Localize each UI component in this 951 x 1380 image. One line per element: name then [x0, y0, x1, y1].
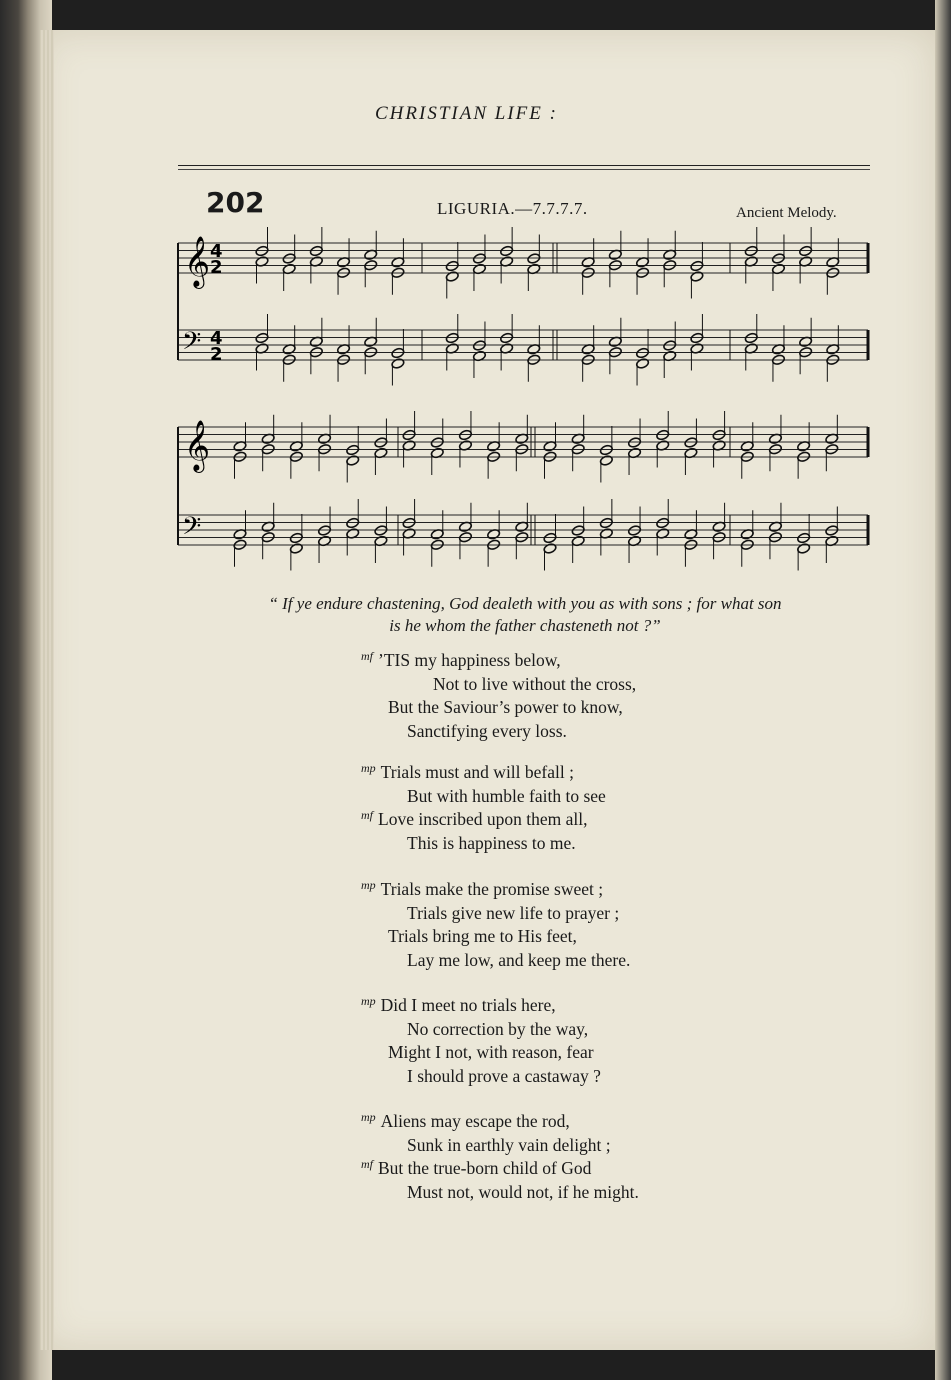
treble-clef-icon: 𝄞 [184, 420, 211, 471]
verse-text: Must not, would not, if he might. [407, 1181, 639, 1202]
verse-text: Aliens may escape the rod, [380, 1111, 570, 1131]
verse-text: Not to live without the cross, [433, 673, 637, 694]
epigraph-line-2: is he whom the father chasteneth not ?” [389, 616, 661, 635]
music-score [0, 0, 951, 600]
dynamic-marking: mp [361, 878, 376, 892]
verse-5-line-2 [407, 1135, 611, 1156]
verse-text: Love inscribed upon them all, [378, 809, 588, 829]
verse-1-line-3 [388, 697, 623, 718]
verse-2-line-4 [407, 833, 576, 854]
verse-text: This is happiness to me. [407, 832, 576, 853]
verse-text: Sanctifying every loss. [407, 720, 567, 741]
verse-5-line-1 [361, 1111, 570, 1132]
verse-text: But the true-born child of God [378, 1158, 592, 1178]
dynamic-marking: mf [361, 1157, 373, 1171]
verse-1-line-2 [433, 674, 636, 695]
verse-5-line-4 [407, 1182, 639, 1203]
verse-text: I should prove a castaway ? [407, 1065, 601, 1086]
scripture-epigraph [210, 593, 840, 637]
verse-text: ’TIS my happiness below, [378, 650, 561, 670]
verse-3-line-4 [407, 950, 630, 971]
composer-credit: Ancient Melody. [736, 205, 837, 221]
dynamic-marking: mp [361, 994, 376, 1008]
verse-text: Trials make the promise sweet ; [380, 879, 604, 899]
verse-4-line-2 [407, 1019, 588, 1040]
verse-text: Trials must and will befall ; [380, 762, 574, 782]
epigraph-line-1: “ If ye endure chastening, God dealeth with you as with sons ; for what son [268, 594, 782, 613]
time-signature-numerator: 4 [210, 241, 223, 262]
time-signature-denominator: 2 [210, 344, 223, 365]
verse-2-line-1 [361, 762, 574, 783]
bass-clef-icon: 𝄢 [182, 512, 202, 547]
treble-clef-icon: 𝄞 [184, 236, 211, 287]
note-head [346, 455, 360, 467]
verse-5-line-3 [361, 1158, 591, 1179]
verse-text: Trials give new life to prayer ; [407, 902, 620, 923]
bass-clef-icon: 𝄢 [182, 327, 202, 362]
time-signature-denominator: 2 [210, 257, 223, 278]
note-head [289, 543, 303, 555]
note-head [797, 543, 811, 555]
verse-4-line-3 [388, 1042, 594, 1063]
verse-text: Trials bring me to His feet, [388, 926, 577, 946]
verse-2-line-3 [361, 809, 587, 830]
verse-text: But with humble faith to see [407, 785, 606, 806]
verse-1-line-4 [407, 721, 567, 742]
verse-text: Lay me low, and keep me there. [407, 949, 631, 970]
verse-3-line-3 [388, 926, 577, 947]
verse-text: Might I not, with reason, fear [388, 1042, 594, 1062]
running-head: CHRISTIAN LIFE : [375, 103, 558, 124]
note-head [636, 358, 650, 370]
dynamic-marking: mp [361, 1110, 376, 1124]
verse-4-line-1 [361, 995, 556, 1016]
verse-1-line-1 [361, 650, 561, 671]
note-head [445, 271, 459, 283]
dynamic-marking: mf [361, 808, 373, 822]
time-signature-numerator: 4 [210, 328, 223, 349]
verse-text: Did I meet no trials here, [380, 995, 556, 1015]
note-head [690, 271, 704, 283]
verse-3-line-1 [361, 879, 603, 900]
note-head [391, 358, 405, 370]
note-head [599, 455, 613, 467]
note-head [543, 543, 557, 555]
hymn-number: 202 [206, 186, 265, 219]
verse-3-line-2 [407, 903, 619, 924]
dynamic-marking: mf [361, 649, 373, 663]
verse-text: But the Saviour’s power to know, [388, 697, 623, 717]
verse-text: Sunk in earthly vain delight ; [407, 1134, 611, 1155]
tune-title: LIGURIA.—7.7.7.7. [437, 199, 588, 218]
verse-4-line-4 [407, 1066, 601, 1087]
verse-2-line-2 [407, 786, 606, 807]
dynamic-marking: mp [361, 761, 376, 775]
verse-text: No correction by the way, [407, 1018, 589, 1039]
